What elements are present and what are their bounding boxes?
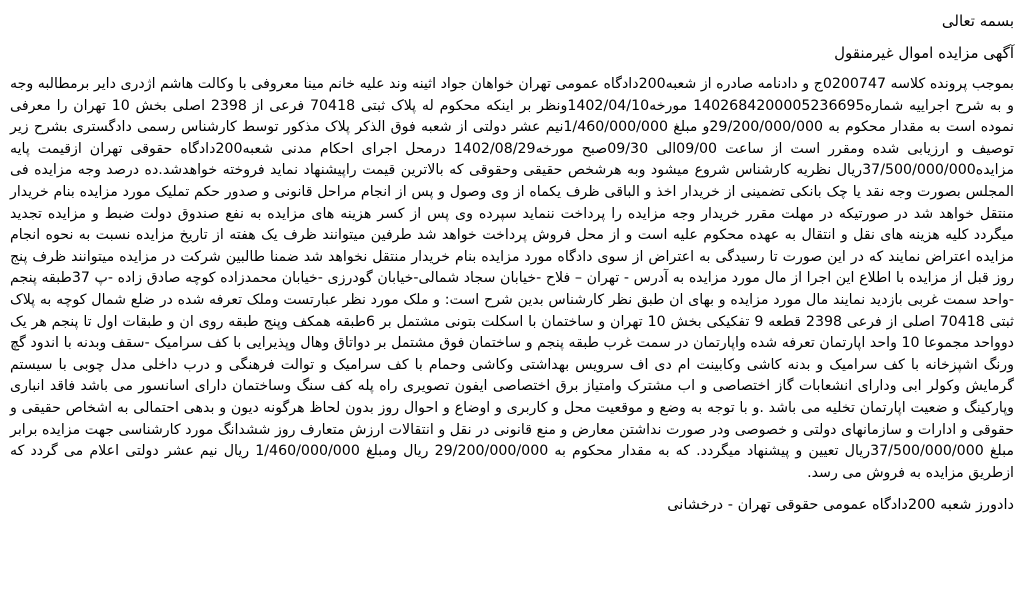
notice-title: آگهی مزایده اموال غیرمنقول <box>834 44 1014 62</box>
notice-body: بموجب پرونده کلاسه 0200747ج و دادنامه صادره از شعبه200دادگاه عمومی تهران خواهان جواد اثینه وند علیه خانم مینا معروفی با وکالت هاشم اژدری دایر برمطالبه وجه و به شرح اجراییه شماره140268420000523669​5 مورخه1402/04/10ونظر بر اینکه محکوم له پلاک ثبتی 70418 فرعی از 2398 اصلی بخش 10 تهران را معرفی نموده است به مقدار محکوم به 29/200/000/000و مبلغ 1/460/000/000نیم عشر دولتی از شعبه فوق الذکر پلاک مذکور توسط کارشناس رسمی دادگستری بشرح زیر توصیف و ارزیابی شده ومقرر است از ساعت 09/00الی 09/30صبح مورخه1402/08/29 درمحل اجرای احکام مدنی شعبه200دادگاه حقوقی تهران ازقیمت پایه مزایده37/500/000/000ریال نظریه کارشناس شروع میشود وبه هرشخص حقیقی وحقوقی که بالاترین قیمت راپیشنهاد نماید فروخته خواهدشد.ده درصد وجه مزایده فی المجلس بصورت وجه نقد یا چک بانکی تضمینی از خریدار اخذ و الباقی ظرف یکماه از وی وصول و پس از انجام مراحل قانونی و صدور حکم تملیک مورد مزایده بنام خریدار منتقل خواهد شد در صورتیکه در مهلت مقرر خریدار وجه مزایده را پرداخت ننماید سپرده وی پس از کسر هزینه های مزایده به نفع صندوق دولت ضبط و مزایده تجدید میگردد کلیه هزینه های نقل و انتقال به عهده محکوم علیه است و از محل فروش پرداخت خواهد شد طرفین میتوانند ظرف یک هفته از تاریخ مزایده نسبت به نحوه انجام مزایده اعتراض نمایند که در این صورت تا رسیدگی به اعتراض از سوی دادگاه مورد مزایده بنام خریدار منتقل نخواهد شد ضمنا طالبین شرکت در مزایده میتوانند ظرف پنج روز قبل از مزایده با اطلاع این اجرا از مال مورد مزایده به آدرس - تهران – فلاح -خیابان سجاد شمالی-خیابان گودرزی -خیابان محمدزاده کوچه صادق زاده -پ 37طبقه پنجم -واحد سمت غربی بازدید نمایند مال مورد مزایده و بهای ان طبق نظر کارشناس بدین شرح است: و ملک مورد نظر عبارتست وملک تعرفه شده در ضلع شمال کوچه به پلاک ثبتی 70418 اصلی از فرعی 2398 قطعه 9 تفکیکی بخش 10 تهران و ساختمان با اسکلت بتونی مشتمل بر 6طبقه همکف وپنج طبقه روی ان و طبقات اول تا پنجم هر یک دوواحد مجموعا 10 واحد اپارتمان تعرفه شده واپارتمان در سمت غرب طبقه پنجم و ساختمان فوق مشتمل بر دواتاق وهال وپذیرایی با کف سرامیک -سقف وبدنه با اندود گچ ورنگ اشپزخانه با کف سرامیک و بدنه کاشی وکابینت ام دی اف سرویس بهداشتی وکاشی وحمام با کف سرامیک و توالت فرهنگی و درب داخلی مدل چوبی با سیستم گرمایش وکولر ابی ودارای انشعابات گاز اختصاصی و اب مشترک وامتیاز برق اختصاصی ایفون تصویری راه پله کف سنگ وساختمان دارای اسانسور می باشد فاقد انباری وپارکینگ و ضعیت اپارتمان تخلیه می باشد .و با توجه به وضع و موقعیت محل و کاربری و اوضاع و احوال روز بدون لحاظ هرگونه دیون و بدهی احتمالی به اشخاص حقیقی و حقوقی و ادارات و سازمانهای دولتی و خصوصی ودر صورت نداشتن معارض و منع قانونی در نقل و انتقالات ارزش متعارف روز ششدانگ مورد کارشناسی جهت مزایده برابر مبلغ 37/500/000/000ریال تعیین و پیشنهاد میگردد. که به مقدار محکوم به 29/200/000/000 ریال ومبلغ 1/460/000/000 ریال نیم عشر دولتی اعلام می گردد که ازطریق مزایده به فروش می رسد. <box>10 76 1015 481</box>
notice-signature: دادورز شعبه 200دادگاه عمومی حقوقی تهران - درخشانی <box>667 497 1014 514</box>
basmala-heading: بسمه تعالی <box>941 12 1014 30</box>
